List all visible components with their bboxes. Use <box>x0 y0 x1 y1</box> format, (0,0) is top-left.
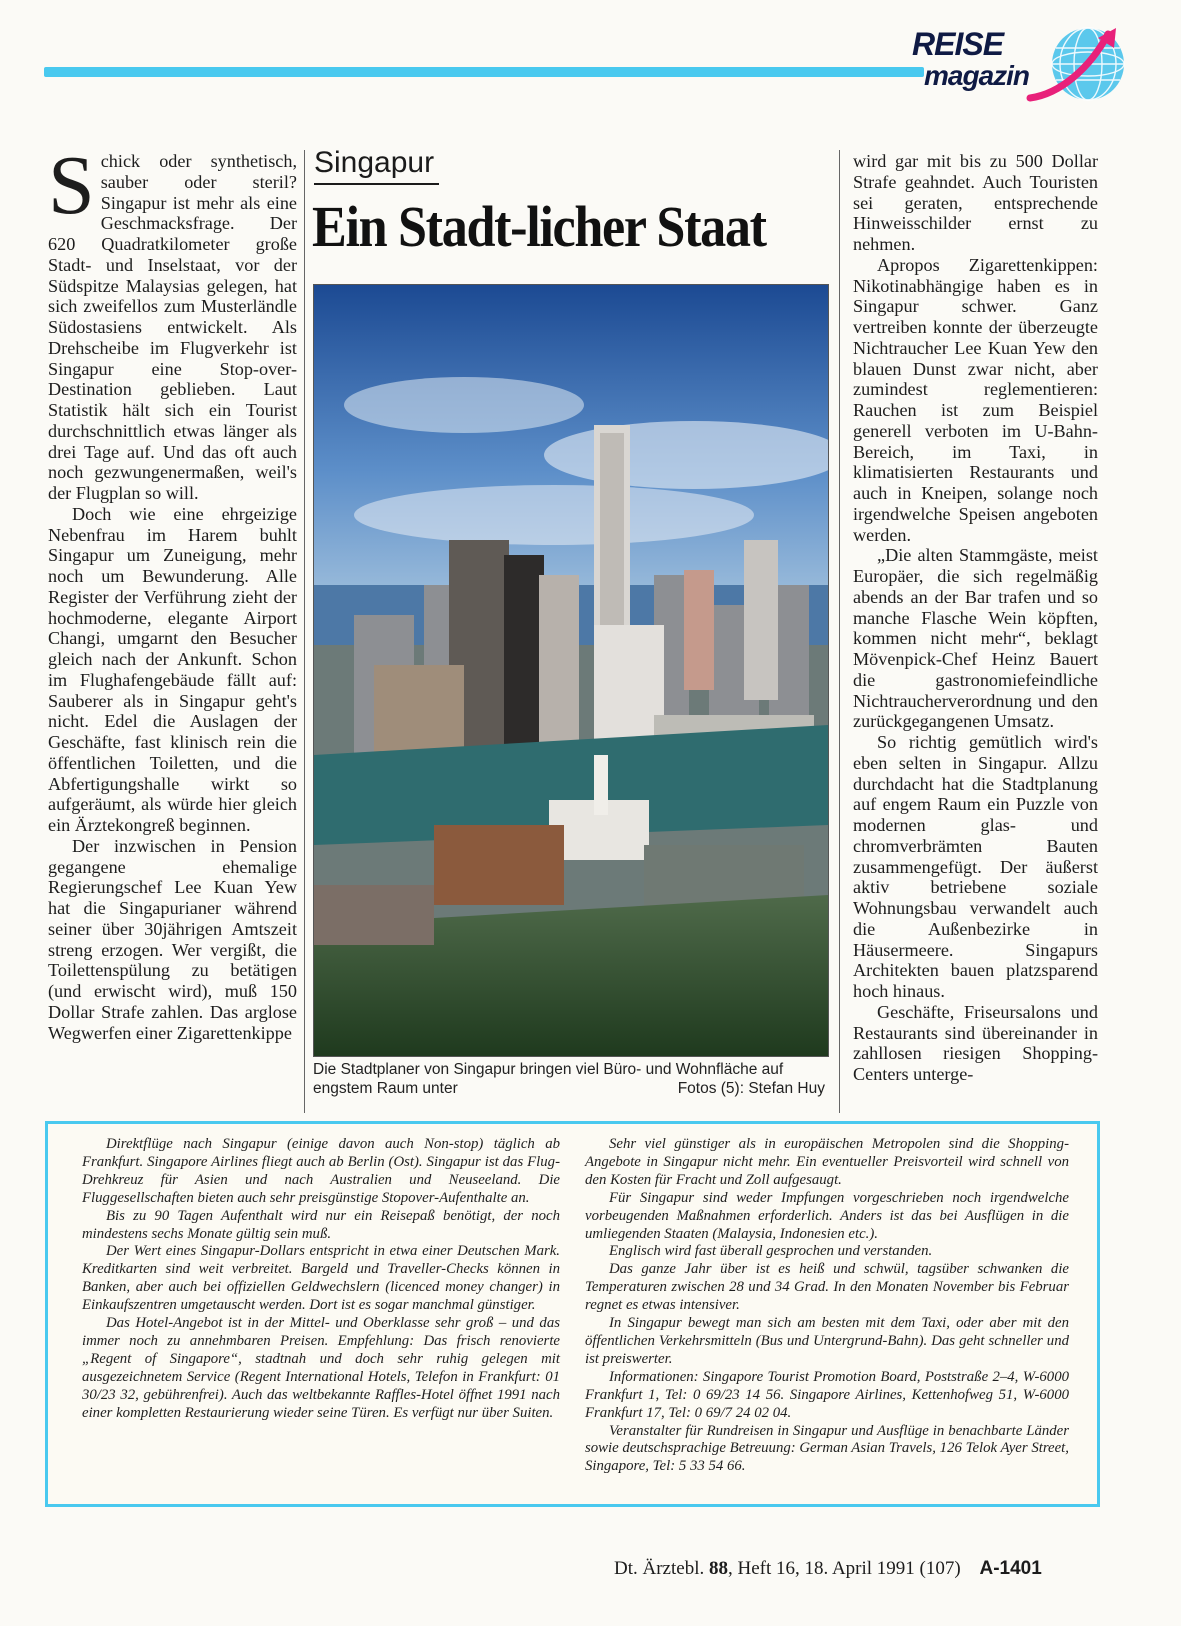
drop-cap: S <box>48 139 95 232</box>
journal-volume: 88 <box>708 1558 728 1579</box>
article-paragraph: „Die alten Stammgäste, meist Europäer, die sich regelmäßig abends an der Bar trafen und so manche Flasche Wein köpften, kommen nicht mehr“, beklagt Mövenpick-Chef Heinz Bauert die gastronomiefeindliche Nichtraucherverordnung und den zurückgegangenen Umsatz. <box>853 545 1098 732</box>
info-paragraph: Bis zu 90 Tagen Aufenthalt wird nur ein Reisepaß benötigt, der noch mindestens sechs Monate gültig sein muß. <box>82 1207 560 1242</box>
info-column-left <box>82 1136 560 1423</box>
singapore-skyline-photo <box>313 284 829 1057</box>
article-paragraph: wird gar mit bis zu 500 Dollar Strafe geahndet. Auch Touristen sei geraten, entsprechende Hinweisschilder ernst zu nehmen. <box>853 151 1098 254</box>
page-footer <box>614 1558 1042 1580</box>
info-paragraph: Das ganze Jahr über ist es heiß und schwül, tagsüber schwanken die Temperaturen zwischen 28 und 34 Grad. In den Monaten November bis Februar regnet es etwas intensiver. <box>585 1261 1069 1314</box>
column-divider <box>304 150 305 1113</box>
article-paragraph <box>48 139 297 504</box>
info-paragraph: Direktflüge nach Singapur (einige davon auch Non-stop) täglich ab Frankfurt. Singapore Airlines fliegt auch ab Berlin (Ost). Singapur ist das Flug-Drehkreuz für Asien und nach Australien und Neuseeland. Die Fluggesellschaften bieten auch sehr preisgünstige Stopover-Aufenthalte an. <box>82 1136 560 1206</box>
masthead-bar <box>44 67 924 77</box>
info-paragraph: Veranstalter für Rundreisen in Singapur und Ausflüge in benachbarte Länder sowie deutschsprachige Betreuung: German Asian Travels, 126 Telok Ayer Street, Singapore, Tel: 5 33 54 66. <box>585 1422 1069 1475</box>
info-column-right <box>585 1136 1069 1476</box>
page-number: A-1401 <box>979 1558 1042 1579</box>
paragraph-text: chick oder synthetisch, sauber oder steril? Singapur ist mehr als eine Geschmacksfrage. Der 620 Quadratkilometer große Stadt- und Inselstaat, vor der Südspitze Malaysias gelegen, hat sich zweifellos zum Musterländle Südostasiens entwickelt. Als Drehscheibe im Flugverkehr ist Singapur eine Stop-over-Destination geblieben. Laut Statistik hält sich ein Tourist durchschnittlich etwas länger als drei Tage auf. Und das oft auch noch gezwungenermaßen, weil's der Flugplan so will. <box>48 151 297 503</box>
info-paragraph: Sehr viel günstiger als in europäischen Metropolen sind die Shopping-Angebote in Singapur nicht mehr. Ein eventueller Preisvorteil wird schnell von den Kosten für Fracht und Zoll aufgesaugt. <box>585 1136 1069 1188</box>
info-paragraph: In Singapur bewegt man sich am besten mit dem Taxi, oder aber mit den öffentlichen Verkehrsmitteln (Bus und Untergrund-Bahn). Das geht schneller und ist preiswerter. <box>585 1315 1069 1367</box>
caption-text: Die Stadtplaner von Singapur bringen viel Büro- und Wohnfläche auf engstem Raum unter <box>313 1061 784 1097</box>
kicker-underline <box>314 183 439 185</box>
reise-magazin-logo <box>912 24 1148 108</box>
info-paragraph: Der Wert eines Singapur-Dollars entspricht in etwa einer Deutschen Mark. Kreditkarten sind weit verbreitet. Bargeld und Traveller-Checks können in Banken, aber auch bei offiziellen Geldwechslern (licenced money changer) in Einkaufszentren umgetauscht werden. Dort ist es sogar manchmal günstiger. <box>82 1243 560 1314</box>
logo-magazin-text: magazin <box>924 60 1030 91</box>
article-paragraph: Geschäfte, Friseursalons und Restaurants sind übereinander in zahllosen riesigen Shopping-Centers unterge- <box>853 1001 1098 1084</box>
info-paragraph: Englisch wird fast überall gesprochen und verstanden. <box>609 1243 933 1260</box>
article-kicker: Singapur <box>314 146 435 179</box>
journal-name: Dt. Ärztebl. <box>614 1558 705 1579</box>
logo-reise-text: REISE <box>912 26 1004 62</box>
info-paragraph: Das Hotel-Angebot ist in der Mittel- und Oberklasse sehr groß – und das immer noch zu annehmbaren Preisen. Empfehlung: Das frisch renovierte „Regent of Singapore“, stadtnah und doch sehr ruhig gelegen mit ausgezeichnetem Service (Regent International Hotels, Telefon in Frankfurt: 01 30/23 32, gebührenfrei). Auch das weltbekannte Raffles-Hotel öffnet 1991 nach einer kompletten Restaurierung wieder seine Türen. Es verfügt nur über Suiten. <box>82 1315 560 1421</box>
article-paragraph: So richtig gemütlich wird's eben selten in Singapur. Allzu durchdacht hat die Stadtplanung auf engem Raum ein Puzzle von modernen glas- und chromverbrämten Bauten zusammengefügt. Der äußerst aktiv betriebene soziale Wohnungsbau verwandelt auch die Außenbezirke in Häusermeere. Singapurs Architekten bauen platzsparend hoch hinaus. <box>853 732 1098 1001</box>
article-paragraph: Doch wie eine ehrgeizige Nebenfrau im Harem buhlt Singapur um Zuneigung, mehr noch um Bewunderung. Alle Register der Verführung zieht der hochmoderne, elegante Airport Changi, umgarnt den Besucher gleich nach der Ankunft. Schon im Flughafengebäude fällt auf: Sauberer als in Singapur geht's nicht. Edel die Auslagen der Geschäfte, fast klinisch rein die öffentlichen Toiletten, und die Abfertigungshalle wirkt so aufgeräumt, als würde hier gleich ein Ärztekongreß beginnen. <box>48 503 297 835</box>
article-headline: Ein Stadt-licher Staat <box>312 194 766 259</box>
photo-caption <box>313 1060 829 1098</box>
article-paragraph: Apropos Zigarettenkippen: Nikotinabhängige haben es in Singapur schwer. Ganz vertreiben konnte der überzeugte Nichtraucher Lee Kuan Yew den blauen Dunst zwar nicht, aber zumindest reglementieren: Rauchen ist zum Beispiel generell verboten im U-Bahn-Bereich, im Taxi, in klimatisierten Restaurants und auch in Kneipen, solange noch irgendwelche Speisen angeboten werden. <box>853 254 1098 545</box>
article-column-left <box>48 139 297 1043</box>
article-paragraph: Der inzwischen in Pension gegangene ehemalige Regierungschef Lee Kuan Yew hat die Singapurianer während seiner über 30jährigen Amtszeit streng erzogen. Wer vergißt, die Toilettenspülung zu betätigen (und erwischt wird), muß 150 Dollar Strafe zahlen. Das arglose Wegwerfen einer Zigarettenkippe <box>48 835 297 1043</box>
info-paragraph: Für Singapur sind weder Impfungen vorgeschrieben noch irgendwelche vorbeugenden Maßnahmen erforderlich. Anders ist das bei Ausflügen in die umliegenden Staaten (Malaysia, Indonesien etc.). <box>585 1189 1069 1242</box>
article-column-right <box>853 151 1098 1085</box>
issue-info: , Heft 16, 18. April 1991 (107) <box>727 1558 961 1579</box>
travel-info-box <box>45 1121 1100 1507</box>
info-paragraph: Informationen: Singapore Tourist Promotion Board, Poststraße 2–4, W-6000 Frankfurt 1, Tel: 0 69/23 14 56. Singapore Airlines, Kettenhofweg 51, W-6000 Frankfurt 17, Tel: 0 69/7 24 02 04. <box>585 1368 1069 1421</box>
photo-credit: Fotos (5): Stefan Huy <box>677 1080 825 1097</box>
column-divider <box>839 150 840 1113</box>
